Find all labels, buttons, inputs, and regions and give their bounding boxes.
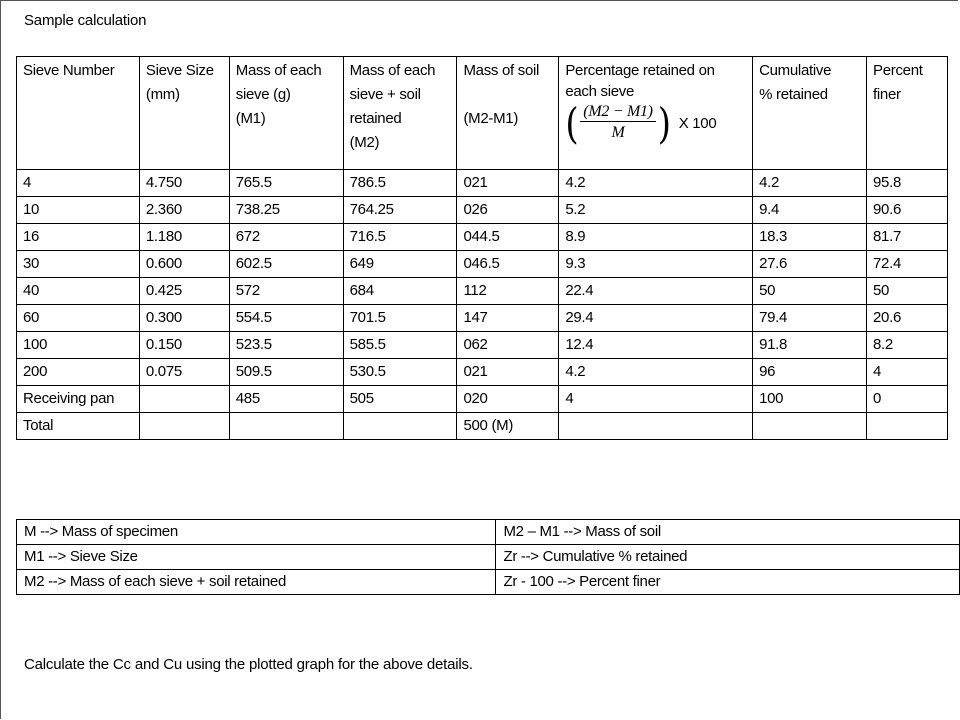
cell-cumulative-retained (753, 413, 867, 440)
cell-sieve-size (139, 413, 229, 440)
table-row (17, 278, 948, 305)
cell-mass-sieve-soil: 701.5 (343, 305, 457, 332)
cell-mass-soil: 112 (457, 278, 559, 305)
cell-sieve-size: 2.360 (139, 197, 229, 224)
cell-mass-sieve: 509.5 (229, 359, 343, 386)
cell-mass-sieve: 572 (229, 278, 343, 305)
cell-cumulative-retained: 4.2 (753, 170, 867, 197)
page-title: Sample calculation (24, 12, 147, 29)
cell-sieve-number: 30 (17, 251, 140, 278)
cell-mass-sieve: 602.5 (229, 251, 343, 278)
table-row (17, 251, 948, 278)
cell-percentage-retained (559, 413, 753, 440)
table-row (17, 359, 948, 386)
cell-cumulative-retained: 27.6 (753, 251, 867, 278)
question-text: Calculate the Cc and Cu using the plotted graph for the above details. (24, 656, 473, 673)
cell-mass-sieve (229, 413, 343, 440)
cell-sieve-number: 200 (17, 359, 140, 386)
legend-entry: M2 --> Mass of each sieve + soil retained (17, 570, 496, 595)
cell-mass-sieve-soil: 786.5 (343, 170, 457, 197)
cell-cumulative-retained: 9.4 (753, 197, 867, 224)
cell-percent-finer: 81.7 (867, 224, 948, 251)
cell-mass-soil: 026 (457, 197, 559, 224)
cell-mass-sieve-soil (343, 413, 457, 440)
cell-mass-sieve: 485 (229, 386, 343, 413)
notation-legend-table (16, 519, 960, 595)
cell-sieve-number: 40 (17, 278, 140, 305)
table-row (17, 305, 948, 332)
cell-sieve-number: 100 (17, 332, 140, 359)
cell-sieve-size: 0.600 (139, 251, 229, 278)
legend-entry: M1 --> Sieve Size (17, 545, 496, 570)
legend-row (17, 520, 960, 545)
cell-percent-finer: 0 (867, 386, 948, 413)
cell-sieve-size: 0.300 (139, 305, 229, 332)
cell-sieve-size: 0.425 (139, 278, 229, 305)
cell-cumulative-retained: 91.8 (753, 332, 867, 359)
cell-mass-sieve: 738.25 (229, 197, 343, 224)
cell-mass-sieve: 523.5 (229, 332, 343, 359)
header-cumulative-retained: Cumulative % retained (753, 57, 867, 170)
table-row (17, 332, 948, 359)
header-percentage-retained: Percentage retained on each sieve ( $\frac{(M2 - M1)}{M}$ ) X 100 (559, 57, 753, 170)
cell-percent-finer: 20.6 (867, 305, 948, 332)
cell-mass-soil: 046.5 (457, 251, 559, 278)
cell-percent-finer: 90.6 (867, 197, 948, 224)
legend-entry: M --> Mass of specimen (17, 520, 496, 545)
cell-sieve-size (139, 386, 229, 413)
cell-cumulative-retained: 96 (753, 359, 867, 386)
cell-percentage-retained: 12.4 (559, 332, 753, 359)
cell-sieve-number: 10 (17, 197, 140, 224)
cell-total-label: Total (17, 413, 140, 440)
cell-mass-soil: 147 (457, 305, 559, 332)
cell-cumulative-retained: 18.3 (753, 224, 867, 251)
legend-entry: Zr --> Cumulative % retained (496, 545, 960, 570)
cell-mass-soil: 021 (457, 170, 559, 197)
cell-mass-sieve-soil: 585.5 (343, 332, 457, 359)
cell-mass-sieve-soil: 505 (343, 386, 457, 413)
cell-mass-soil: 020 (457, 386, 559, 413)
header-sieve-size: Sieve Size (mm) (139, 57, 229, 170)
cell-cumulative-retained: 100 (753, 386, 867, 413)
cell-percentage-retained: 8.9 (559, 224, 753, 251)
table-row (17, 386, 948, 413)
table-row (17, 197, 948, 224)
table-row (17, 170, 948, 197)
legend-row (17, 570, 960, 595)
table-header-row (17, 57, 948, 170)
legend-row (17, 545, 960, 570)
cell-mass-sieve-soil: 530.5 (343, 359, 457, 386)
cell-percent-finer: 95.8 (867, 170, 948, 197)
cell-mass-sieve-soil: 764.25 (343, 197, 457, 224)
cell-percentage-retained: 4 (559, 386, 753, 413)
cell-percent-finer: 4 (867, 359, 948, 386)
cell-mass-sieve-soil: 716.5 (343, 224, 457, 251)
percentage-formula: ( $\frac{(M2 - M1)}{M}$ ) X 100 (565, 98, 717, 149)
table-row (17, 224, 948, 251)
cell-percent-finer (867, 413, 948, 440)
cell-percentage-retained: 29.4 (559, 305, 753, 332)
cell-percentage-retained: 5.2 (559, 197, 753, 224)
cell-sieve-number: Receiving pan (17, 386, 140, 413)
cell-percentage-retained: 4.2 (559, 170, 753, 197)
header-mass-sieve-soil: Mass of each sieve + soil retained (M2) (343, 57, 457, 170)
cell-mass-sieve: 765.5 (229, 170, 343, 197)
sieve-analysis-table (16, 56, 948, 440)
cell-mass-soil: 044.5 (457, 224, 559, 251)
cell-mass-soil: 062 (457, 332, 559, 359)
header-percent-finer: Percent finer (867, 57, 948, 170)
cell-cumulative-retained: 50 (753, 278, 867, 305)
cell-sieve-size: 0.075 (139, 359, 229, 386)
legend-entry: M2 – M1 --> Mass of soil (496, 520, 960, 545)
cell-mass-sieve: 554.5 (229, 305, 343, 332)
header-mass-soil: Mass of soil (M2-M1) (457, 57, 559, 170)
cell-mass-sieve-soil: 684 (343, 278, 457, 305)
cell-sieve-size: 1.180 (139, 224, 229, 251)
cell-cumulative-retained: 79.4 (753, 305, 867, 332)
cell-sieve-number: 60 (17, 305, 140, 332)
legend-entry: Zr - 100 --> Percent finer (496, 570, 960, 595)
total-row (17, 413, 948, 440)
cell-percent-finer: 50 (867, 278, 948, 305)
cell-sieve-size: 4.750 (139, 170, 229, 197)
cell-percent-finer: 8.2 (867, 332, 948, 359)
header-sieve-number: Sieve Number (17, 57, 140, 170)
header-mass-sieve: Mass of each sieve (g) (M1) (229, 57, 343, 170)
cell-sieve-number: 4 (17, 170, 140, 197)
cell-mass-soil: 021 (457, 359, 559, 386)
cell-mass-sieve: 672 (229, 224, 343, 251)
cell-percentage-retained: 22.4 (559, 278, 753, 305)
cell-total-mass: 500 (M) (457, 413, 559, 440)
cell-percentage-retained: 4.2 (559, 359, 753, 386)
cell-sieve-number: 16 (17, 224, 140, 251)
cell-mass-sieve-soil: 649 (343, 251, 457, 278)
cell-percent-finer: 72.4 (867, 251, 948, 278)
cell-percentage-retained: 9.3 (559, 251, 753, 278)
cell-sieve-size: 0.150 (139, 332, 229, 359)
